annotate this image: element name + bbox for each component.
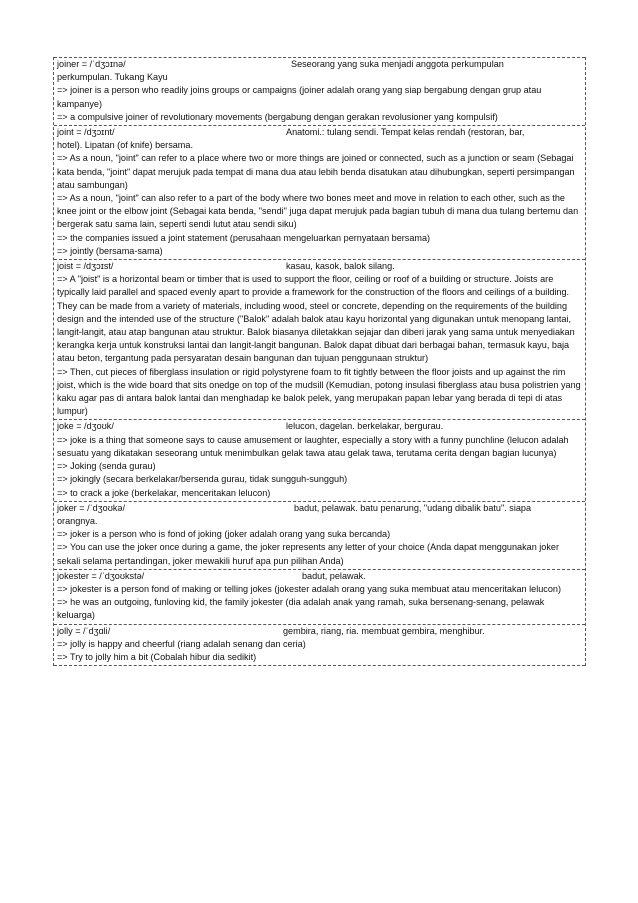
entry-headword: joke = /dʒoʊk/ xyxy=(57,421,114,432)
entry-line: => jokingly (secara berkelakar/bersenda gurau, tidak sungguh-sungguh) xyxy=(57,474,348,485)
entry-headword: jolly = /ˈdʒɑli/ xyxy=(57,625,111,636)
dictionary-entry xyxy=(54,501,585,569)
entry-line: => the companies issued a joint statement (perusahaan mengeluarkan pernyataan bersama) xyxy=(57,232,431,243)
entry-line: => a compulsive joiner of revolutionary movements (bergabung dengan gerakan revolusioner yang kompulsif) xyxy=(57,111,498,122)
entry-meaning: Anatomi.: tulang sendi. Tempat kelas rendah (restoran, bar, xyxy=(286,127,525,138)
entry-line: orangnya. xyxy=(57,515,98,526)
dictionary-entry xyxy=(54,57,585,125)
entry-line: => Joking (senda gurau) xyxy=(57,461,156,472)
entry-line: => joiner is a person who readily joins groups or campaigns (joiner adalah orang yang siap bergabung dengan grup atau kampanye) xyxy=(57,85,542,109)
entry-line: => joke is a thing that someone says to cause amusement or laughter, especially a story with a funny punchline (lelucon adalah sesuatu yang dikatakan seseorang untuk menimbulkan gelak tawa atau gelak tawa, terutama cerita dengan bagian lucunya) xyxy=(57,434,569,458)
entry-meaning: kasau, kasok, balok silang. xyxy=(286,261,395,272)
entry-line: => As a noun, "joint" can refer to a place where two or more things are joined or connected, such as a junction or seam (Sebagai kata benda, "joint" dapat merujuk pada tempat di mana dua atau lebih benda disatukan atau dihubungkan, seperti persimpangan atau sambungan) xyxy=(57,153,575,190)
entry-headword: joint = /dʒɔɪnt/ xyxy=(57,127,115,138)
entry-line: perkumpulan. Tukang Kayu xyxy=(57,72,168,83)
entry-line: => joker is a person who is fond of joking (joker adalah orang yang suka bercanda) xyxy=(57,529,391,540)
entry-line: hotel). Lipatan (of knife) bersama. xyxy=(57,140,193,151)
entry-meaning: badut, pelawak. batu penarung, "udang dibalik batu". siapa xyxy=(294,502,532,513)
entry-meaning: gembira, riang, ria. membuat gembira, menghibur. xyxy=(283,625,485,636)
entry-line: => jokester is a person fond of making or telling jokes (jokester adalah orang yang suka membuat atau menceritakan lelucon) xyxy=(57,583,561,594)
entry-header xyxy=(57,260,583,273)
entry-headword: jokester = /ˈdʒoʊkstə/ xyxy=(57,570,145,581)
entry-headword: joiner = /ˈdʒɔɪnə/ xyxy=(57,59,126,69)
entry-headword: joist = /dʒɔɪst/ xyxy=(57,261,114,272)
entry-header xyxy=(57,570,583,583)
entry-meaning: Seseorang yang suka menjadi anggota perkumpulan xyxy=(291,59,504,69)
dictionary-entry xyxy=(54,259,585,419)
entry-meaning: lelucon, dagelan. berkelakar, bergurau. xyxy=(286,421,444,432)
entry-header xyxy=(57,420,583,433)
entry-line: => he was an outgoing, funloving kid, the family jokester (dia adalah anak yang ramah, suka bersenang-senang, pelawak keluarga) xyxy=(57,597,545,621)
entry-header xyxy=(57,58,583,71)
dictionary-entry xyxy=(54,624,585,667)
entry-headword: joker = /ˈdʒoʊkə/ xyxy=(57,502,125,513)
entry-line: => A "joist" is a horizontal beam or timber that is used to support the floor, ceiling or roof of a building or structure. Joists are typically laid parallel and spaced evenly apart to provide a framework for the construction of the floors and ceilings of a building. They can be made from a variety of materials, including wood, steel or concrete, depending on the requirements of the building design and the intended use of the structure ("Balok" adalah balok atau kayu horizontal yang digunakan untuk menopang lantai, langit-langit, atau atap bangunan atau struktur. Balok biasanya diletakkan sejajar dan diberi jarak yang sama untuk menyediakan kerangka kerja untuk konstruksi lantai dan langit-langit bangunan. Balok dapat dibuat dari berbagai bahan, termasuk kayu, baja atau beton, tergantung pada persyaratan desain bangunan dan tujuan penggunaan struktur) xyxy=(57,274,575,364)
entry-header xyxy=(57,625,583,638)
dictionary-entry xyxy=(54,569,585,624)
entry-header xyxy=(57,502,583,515)
entry-line: => jointly (bersama-sama) xyxy=(57,245,163,256)
entry-line: => to crack a joke (berkelakar, menceritakan lelucon) xyxy=(57,487,271,498)
entry-line: => You can use the joker once during a game, the joker represents any letter of your choice (Anda dapat menggunakan joker sekali selama pertandingan, joker mewakili huruf apa pun pilihan Anda) xyxy=(57,542,559,566)
dictionary-page xyxy=(53,57,586,666)
dictionary-entry xyxy=(54,419,585,500)
entry-line: => Try to jolly him a bit (Cobalah hibur dia sedikit) xyxy=(57,651,257,662)
entry-line: => jolly is happy and cheerful (riang adalah senang dan ceria) xyxy=(57,638,306,649)
dictionary-entry xyxy=(54,125,585,259)
entry-line: => As a noun, "joint" can also refer to a part of the body where two bones meet and move in relation to each other, such as the knee joint or the elbow joint (Sebagai kata benda, "sendi" juga dapat merujuk pada bagian tubuh di mana dua tulang bertemu dan bergerak satu sama lain, seperti sendi lutut atau sendi siku) xyxy=(57,193,579,230)
entry-line: => Then, cut pieces of fiberglass insulation or rigid polystyrene foam to fit tightly between the floor joists and up against the rim joist, which is the wide board that sits onedge on top of the mudsill (Kemudian, potong insulasi fiberglass atau busa polistrien yang kaku agar pas di antara balok lantai dan menghadap ke balok pelek, yang merupakan papan lebar yang berada di tepi di atas lumpur) xyxy=(57,366,581,417)
entry-header xyxy=(57,126,583,139)
entry-meaning: badut, pelawak. xyxy=(302,570,366,581)
